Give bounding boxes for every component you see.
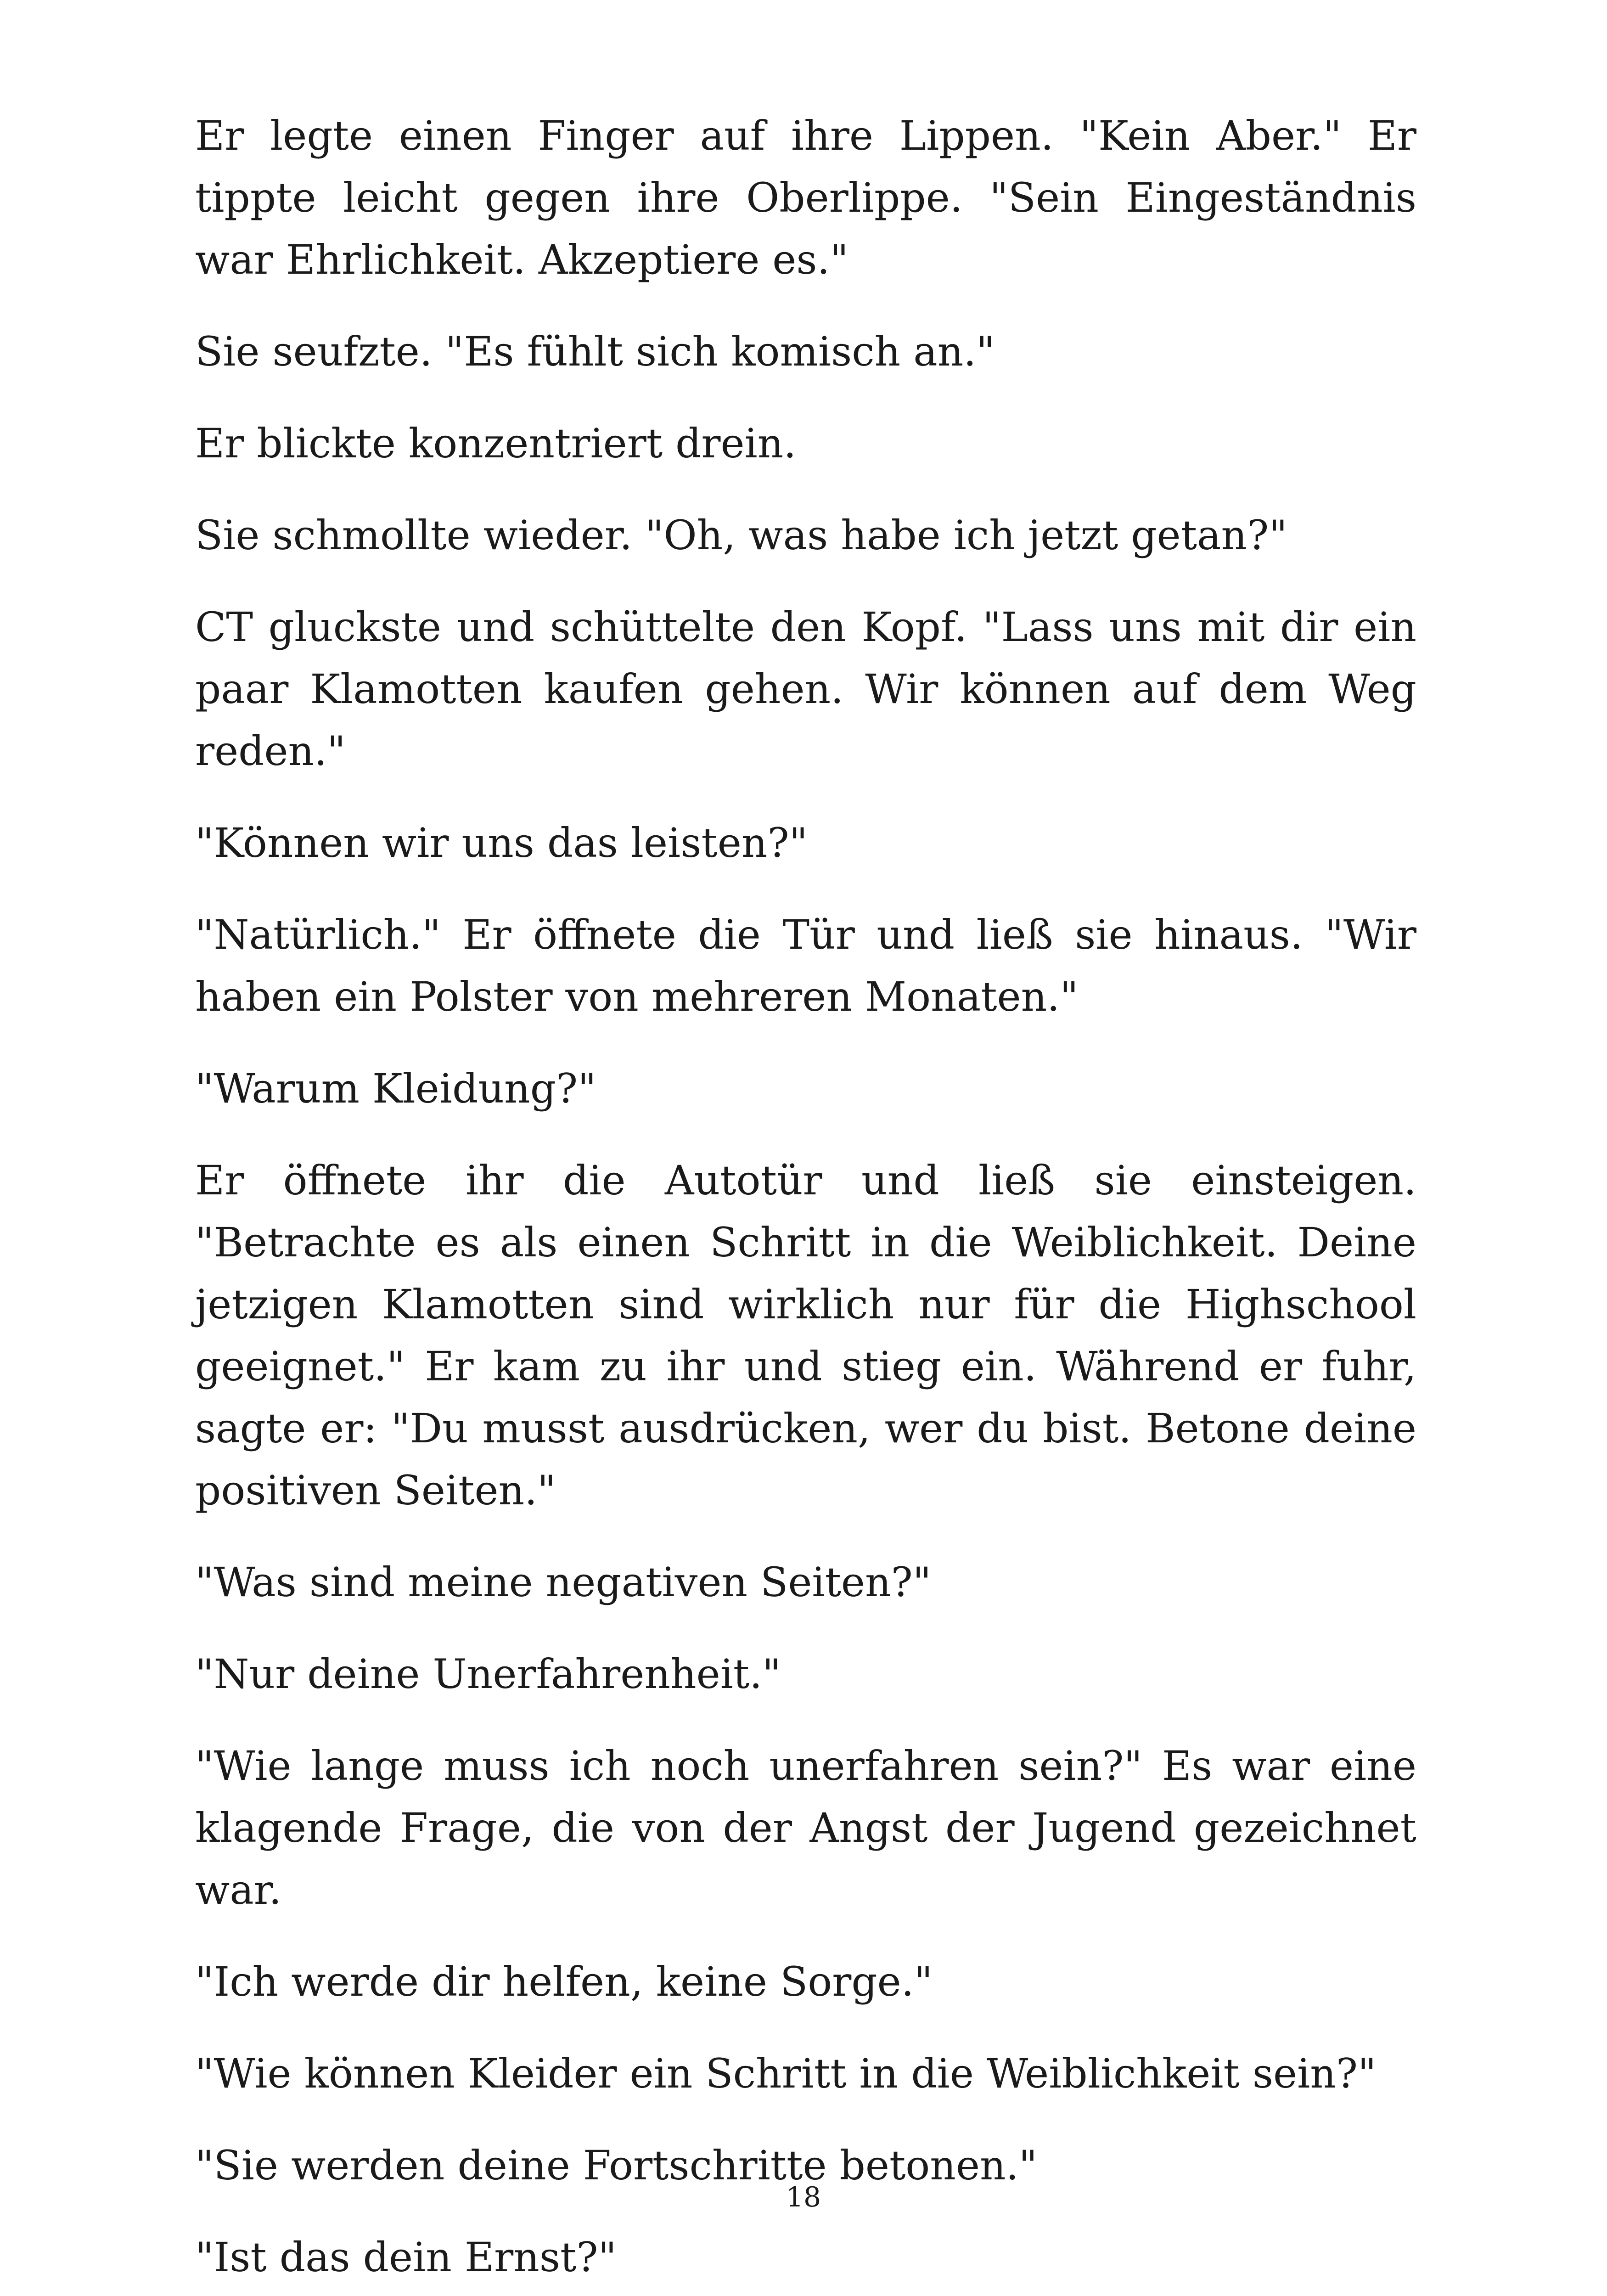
paragraph: "Was sind meine negativen Seiten?"	[195, 1559, 932, 1606]
paragraph: "Können wir uns das leisten?"	[195, 819, 808, 867]
paragraph: Er legte einen Finger auf ihre Lippen. "Kein Aber." Er tippte leicht gegen ihre Oberlippe. "Sein Eingeständnis war Ehrlichkeit. Akzeptiere es."	[195, 112, 1416, 283]
paragraph: "Warum Kleidung?"	[195, 1065, 596, 1112]
paragraph: Sie schmollte wieder. "Oh, was habe ich jetzt getan?"	[195, 512, 1287, 559]
paragraph: "Ich werde dir helfen, keine Sorge."	[195, 1958, 933, 2005]
paragraph: "Sie werden deine Fortschritte betonen."	[195, 2142, 1038, 2189]
body-text	[195, 105, 1416, 2296]
page-number: 18	[786, 2181, 821, 2213]
paragraph: Sie seufzte. "Es fühlt sich komisch an."	[195, 328, 995, 375]
paragraph: "Wie können Kleider ein Schritt in die Weiblichkeit sein?"	[195, 2050, 1377, 2097]
paragraph: "Natürlich." Er öffnete die Tür und ließ sie hinaus. "Wir haben ein Polster von mehreren Monaten."	[195, 911, 1416, 1020]
paragraph: Er öffnete ihr die Autotür und ließ sie einsteigen. "Betrachte es als einen Schritt in die Weiblichkeit. Deine jetzigen Klamotten sind wirklich nur für die Highschool geeignet." Er kam zu ihr und stieg ein. Während er fuhr, sagte er: "Du musst ausdrücken, wer du bist. Betone deine positiven Seiten."	[195, 1157, 1416, 1514]
paragraph: "Nur deine Unerfahrenheit."	[195, 1650, 781, 1698]
paragraph: "Wie lange muss ich noch unerfahren sein?" Es war eine klagende Frage, die von der Angst der Jugend gezeichnet war.	[195, 1742, 1416, 1913]
paragraph: CT gluckste und schüttelte den Kopf. "Lass uns mit dir ein paar Klamotten kaufen gehen. Wir können auf dem Weg reden."	[195, 603, 1416, 775]
paragraph: Er blickte konzentriert drein.	[195, 420, 797, 467]
paragraph: "Ist das dein Ernst?"	[195, 2234, 617, 2281]
